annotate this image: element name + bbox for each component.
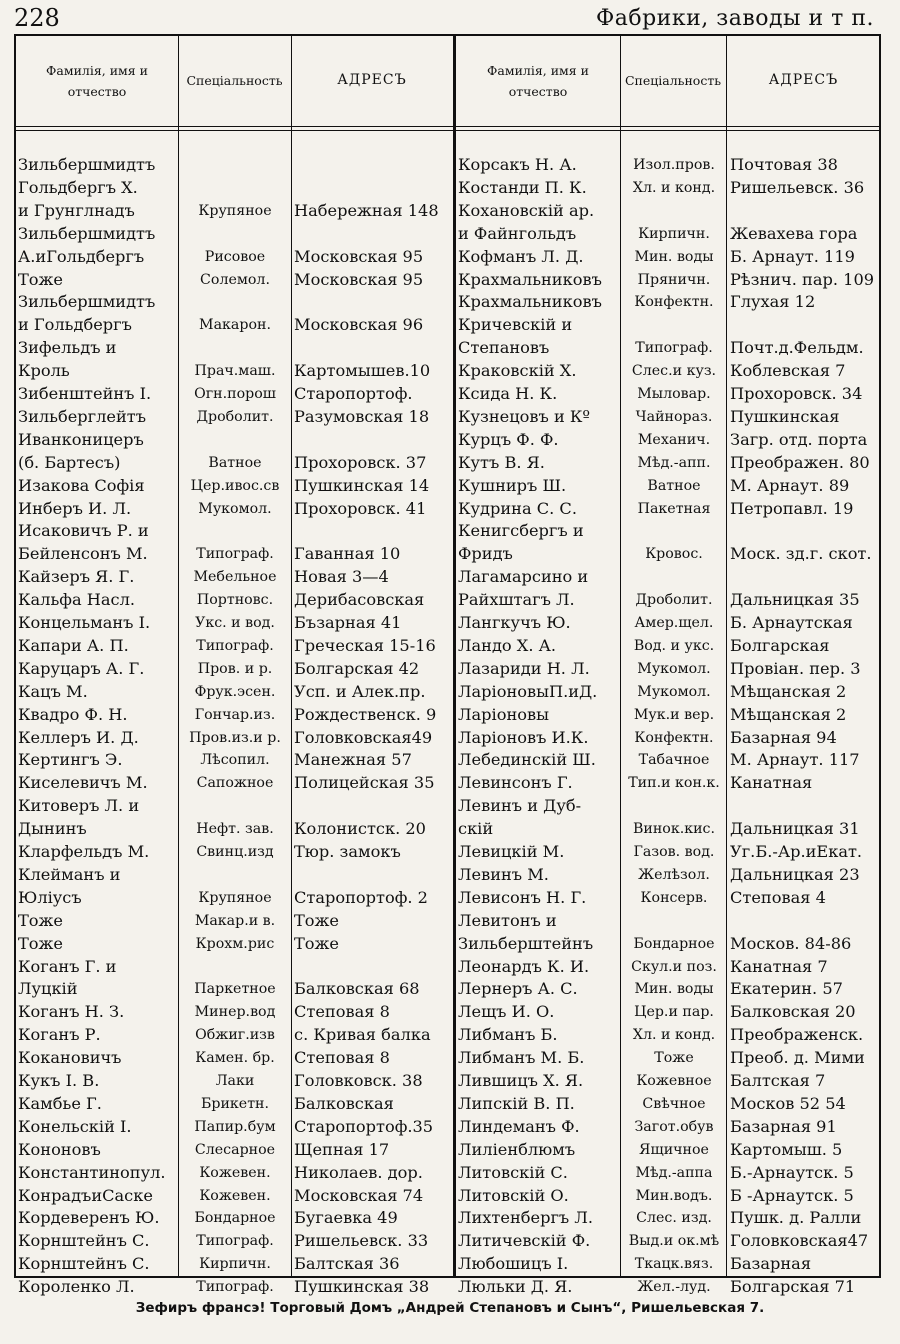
entry-name: Тоже (18, 933, 64, 953)
entry-specialty: Конфектн. (634, 294, 714, 311)
entry-specialty: Кровос. (645, 546, 703, 563)
entry-specialty: Пров.из.и р. (189, 729, 281, 746)
entry-name: Кукъ І. В. (18, 1071, 100, 1090)
entry-name: Зильбершмидтъ (18, 292, 156, 312)
entry-address: Преоб. д. Мими (730, 1048, 865, 1068)
entry-name: Китоверъ Л. и (18, 796, 140, 816)
entry-name: Литовскій С. (458, 1162, 568, 1182)
entry-specialty: Камен. бр. (195, 1050, 275, 1067)
entry-name: Ландо Х. А. (458, 635, 557, 655)
entry-name: Левисонъ Н. Г. (458, 887, 587, 907)
entry-name: Лебединскій Ш. (458, 750, 596, 770)
entry-address: Старопортоф. (294, 384, 413, 403)
entry-name: Коганъ Р. (18, 1025, 101, 1045)
entry-name: Инберъ И. Л. (18, 498, 132, 518)
entry-specialty: Газов. вод. (633, 844, 715, 860)
entry-name: Лившицъ Х. Я. (458, 1071, 584, 1090)
entry-specialty: Желѣзол. (638, 866, 710, 883)
entry-specialty: Типограф. (196, 1279, 274, 1296)
entry-name: Степановъ (458, 338, 550, 358)
entry-address: Тоже (294, 910, 340, 930)
entry-name: Левитонъ и (458, 910, 557, 930)
entry-name: Зильбершмидтъ (18, 155, 156, 174)
entry-address: Прохоровск. 37 (294, 452, 427, 472)
entry-specialty: Бондарное (633, 935, 715, 952)
entry-name: Кудрина С. С. (458, 498, 577, 518)
entry-specialty: Свинц.изд (196, 844, 274, 860)
entry-specialty: Выд.и ок.мѣ (628, 1233, 720, 1250)
entry-name: Ксида Н. К. (458, 384, 558, 403)
entry-address: Болгарская 42 (294, 658, 420, 678)
entry-name: Кононовъ (18, 1139, 101, 1159)
entry-specialty: Брикетн. (200, 1095, 270, 1112)
entry-specialty: Мукомол. (637, 660, 711, 677)
entry-address: Пушк. д. Ралли (730, 1208, 862, 1228)
entry-specialty: Хл. и конд. (632, 179, 716, 196)
entry-name: и Гольдбергъ (18, 315, 132, 335)
entry-name: А.иГольдбергъ (18, 246, 145, 266)
entry-address: Пушкинская 38 (294, 1277, 430, 1297)
entry-address: Москов 52 54 (730, 1093, 846, 1113)
entry-name: Корсакъ Н. А. (458, 155, 577, 174)
entry-specialty: Типограф. (196, 637, 274, 654)
entry-name: Костанди П. К. (458, 177, 587, 197)
entry-specialty: Портновс. (196, 592, 274, 609)
entry-address: Бугаевка 49 (294, 1208, 398, 1228)
entry-name: Кальфа Насл. (18, 590, 136, 610)
entry-name: Либманъ Б. (458, 1025, 558, 1045)
entry-specialty: Слесарное (194, 1141, 276, 1158)
entry-address: Балтская 7 (730, 1071, 826, 1090)
entry-name: Лагамарсино и (458, 567, 589, 587)
entry-address: Московская 95 (294, 269, 424, 289)
entry-name: Леонардъ К. И. (458, 956, 590, 976)
entry-name: Квадро Ф. Н. (18, 704, 128, 724)
entry-address: Мѣщанская 2 (730, 681, 847, 701)
entry-address: Балковская 20 (730, 1002, 856, 1022)
entry-name: Фридъ (458, 544, 513, 564)
entry-specialty: Слес. изд. (636, 1210, 712, 1227)
entry-specialty: Цер.ивос.св (190, 477, 280, 494)
entry-name: Концельманъ І. (18, 613, 151, 632)
entry-address: Преображенск. (730, 1025, 864, 1045)
running-head: Фабрики, заводы и т п. (595, 6, 874, 31)
entry-name: Люльки Д. Я. (458, 1277, 573, 1297)
entry-name: Иванконицеръ (18, 429, 144, 449)
entry-address: Головковская49 (294, 727, 433, 747)
entry-specialty: Мин. воды (634, 981, 714, 998)
entry-address: Новая 3—4 (294, 567, 389, 587)
entry-address: Преображен. 80 (730, 452, 870, 472)
entry-specialty: Минер.вод (194, 1004, 276, 1021)
entry-address: Уг.Б.-Ар.иЕкат. (730, 842, 863, 861)
entry-name: (б. Бартесъ) (18, 452, 121, 472)
entry-name: Кертингъ Э. (18, 750, 123, 770)
entry-address: Рождественск. 9 (294, 704, 437, 724)
entry-specialty: Кирпичн. (199, 1256, 271, 1273)
entry-address: Манежная 57 (294, 750, 412, 770)
entry-specialty: Гончар.из. (194, 706, 276, 723)
entry-address: Дальницкая 31 (730, 819, 860, 839)
entry-specialty: Дроболит. (635, 592, 713, 609)
entry-address: Москов. 84-86 (730, 933, 852, 953)
entry-name: Курцъ Ф. Ф. (458, 429, 559, 449)
entry-address: Колонистск. 20 (294, 819, 426, 839)
entry-specialty: Хл. и конд. (632, 1027, 716, 1044)
entry-specialty: Дроболит. (196, 408, 274, 425)
entry-address: Дальницкая 35 (730, 590, 860, 610)
entry-specialty: Солемол. (200, 271, 270, 288)
entry-address: Глухая 12 (730, 292, 816, 312)
entry-name: Левицкій М. (458, 842, 565, 861)
entry-name: Лещъ И. О. (458, 1002, 555, 1022)
entry-name: Лангкучъ Ю. (458, 613, 571, 632)
entry-address: Дерибасовская (294, 590, 425, 610)
entry-specialty: Кирпичн. (638, 225, 710, 242)
entry-address: Дальницкая 23 (730, 864, 860, 884)
entry-specialty: Тоже (654, 1050, 694, 1067)
entry-address: Степовая 8 (294, 1002, 390, 1022)
entry-specialty: Макар.и в. (194, 912, 276, 929)
entry-specialty: Укс. и вод. (195, 615, 275, 631)
header-spec-right: Спеціальность (624, 73, 722, 89)
entry-specialty: Свѣчное (642, 1095, 706, 1112)
entry-specialty: Нефт. зав. (196, 821, 274, 838)
entry-specialty: Пряничн. (637, 271, 711, 288)
entry-name: Лиліенблюмъ (458, 1139, 576, 1159)
entry-name: Короленко Л. (18, 1277, 135, 1297)
entry-address: Петропавл. 19 (730, 498, 854, 518)
entry-name: Зифельдъ и (18, 338, 117, 358)
header-address-right: АДРЕСЪ (768, 72, 839, 89)
entry-address: Коблевская 7 (730, 361, 846, 381)
entry-name: Кенигсбергъ и (458, 521, 584, 541)
entry-address: Головковская47 (730, 1231, 869, 1251)
entry-name: Зильберштейнъ (458, 933, 594, 953)
entry-address: Базарная 94 (730, 727, 837, 747)
entry-address: Щепная 17 (294, 1139, 390, 1159)
entry-address: Греческая 15-16 (294, 635, 436, 655)
entry-address: Степовая 4 (730, 887, 826, 907)
entry-name: Тоже (18, 910, 64, 930)
entry-name: Тоже (18, 269, 64, 289)
entry-address: Балковская (294, 1093, 394, 1113)
entry-name: Либманъ М. Б. (458, 1048, 585, 1068)
entry-address: Канатная (730, 773, 813, 793)
entry-address: Болгарская 71 (730, 1277, 856, 1297)
entry-address: Тоже (294, 933, 340, 953)
entry-specialty: Фрук.эсен. (194, 683, 276, 700)
entry-name: Клейманъ и (18, 864, 121, 884)
entry-specialty: Скул.и поз. (631, 958, 717, 975)
entry-name: Константинопул. (18, 1162, 166, 1182)
entry-name: Капари А. П. (18, 635, 129, 655)
entry-name: Зибенштейнъ І. (18, 384, 152, 403)
entry-address: Головковск. 38 (294, 1071, 423, 1090)
header-name-right: Фамилія, имя и отчество (487, 62, 589, 99)
entry-specialty: Консерв. (640, 889, 708, 906)
entry-name: Лернеръ А. С. (458, 979, 578, 999)
entry-name: Кохановскій ар. (458, 200, 595, 220)
entry-specialty: Мукомол. (198, 500, 272, 517)
entry-name: Каруцаръ А. Г. (18, 658, 145, 678)
entry-name: Коганъ Г. и (18, 956, 117, 976)
entry-address: Усп. и Алек.пр. (294, 681, 426, 701)
entry-address: Ришельевск. 33 (294, 1231, 429, 1251)
entry-specialty: Винок.кис. (632, 821, 716, 838)
entry-address: Набережная 148 (294, 200, 439, 220)
entry-specialty: Цер.и пар. (634, 1004, 714, 1021)
entry-name: Любошицъ І. (458, 1254, 569, 1274)
entry-specialty: Макарон. (199, 317, 271, 334)
entry-address: Пушкинская (730, 406, 840, 426)
entry-name: скій (458, 819, 494, 839)
entry-specialty: Огн.порош (194, 386, 276, 402)
entry-specialty: Лѣсопил. (200, 752, 270, 769)
entry-specialty: Кожевен. (199, 1187, 271, 1204)
entry-name: Кофманъ Л. Д. (458, 246, 584, 266)
entry-address: Картомыш. 5 (730, 1139, 843, 1159)
entry-name: Крахмальниковъ (458, 292, 602, 312)
entry-address: Разумовская 18 (294, 406, 430, 426)
page-number: 228 (14, 4, 60, 32)
entry-address: Картомышев.10 (294, 361, 431, 381)
entry-address: Прохоровск. 34 (730, 384, 863, 403)
entry-specialty: Паркетное (194, 981, 276, 998)
entry-address: с. Кривая балка (294, 1025, 431, 1045)
entry-specialty: Ткацк.вяз. (634, 1256, 714, 1273)
entry-name: Кушниръ Ш. (458, 475, 567, 495)
entry-address: Базарная (730, 1254, 812, 1274)
entry-specialty: Крупяное (198, 889, 272, 906)
entry-name: Литичевскій Ф. (458, 1231, 591, 1251)
entry-address: М. Арнаут. 89 (730, 475, 850, 495)
entry-specialty: Типограф. (196, 1233, 274, 1250)
entry-address: Базарная 91 (730, 1116, 837, 1136)
entry-name: Ларіоновы (458, 704, 549, 724)
entry-specialty: Крохм.рис (195, 935, 275, 952)
entry-address: Бъзарная 41 (294, 613, 402, 632)
entry-specialty: Рисовое (204, 248, 266, 265)
entry-specialty: Мебельное (193, 569, 277, 586)
entry-address: Московская 74 (294, 1185, 424, 1205)
entry-address: Жевахева гора (730, 223, 858, 243)
entry-specialty: Бондарное (194, 1210, 276, 1227)
entry-address: Старопортоф. 2 (294, 887, 428, 907)
entry-address: Ришельевск. 36 (730, 177, 865, 197)
entry-name: Корнштейнъ С. (18, 1254, 150, 1274)
entry-name: Линдеманъ Ф. (458, 1116, 580, 1136)
entry-specialty: Амер.щел. (634, 615, 714, 631)
entry-name: Зильберглейтъ (18, 406, 147, 426)
entry-address: Старопортоф.35 (294, 1116, 434, 1136)
entry-specialty: Пакетная (637, 500, 711, 517)
entry-name: Келлеръ И. Д. (18, 727, 139, 747)
entry-specialty: Кожевен. (199, 1164, 271, 1181)
entry-specialty: Чайнораз. (635, 408, 713, 425)
entry-address: Гаванная 10 (294, 544, 401, 564)
entry-name: Бейленсонъ М. (18, 544, 148, 564)
entry-address: Мѣщанская 2 (730, 704, 847, 724)
entry-name: Крахмальниковъ (458, 269, 602, 289)
header-spec-left: Спеціальность (186, 73, 283, 89)
entry-address: Почтовая 38 (730, 155, 838, 174)
entry-address: Тюр. замокъ (294, 842, 401, 861)
entry-name: Коганъ Н. З. (18, 1002, 125, 1022)
entry-address: Болгарская (730, 635, 830, 655)
entry-specialty: Ватное (647, 477, 701, 494)
entry-name: Конельскій І. (18, 1116, 132, 1136)
entry-name: Изакова Софія (18, 475, 145, 495)
entry-address: Почт.д.Фельдм. (730, 338, 864, 358)
entry-specialty: Мѣд.-апп. (637, 454, 711, 471)
entry-specialty: Сапожное (196, 775, 274, 792)
entry-specialty: Папир.бум (194, 1118, 276, 1135)
entry-name: Юліусъ (18, 887, 82, 907)
entry-specialty: Изол.пров. (633, 157, 715, 173)
entry-specialty: Ватное (208, 454, 262, 471)
entry-specialty: Слес.и куз. (631, 363, 717, 380)
entry-name: КонрадъиСаске (18, 1185, 153, 1205)
entry-name: Ларіоновъ И.К. (458, 727, 589, 747)
entry-specialty: Табачное (638, 752, 710, 769)
entry-address: Пушкинская 14 (294, 475, 430, 495)
entry-specialty: Ящичное (639, 1141, 709, 1158)
header-name-left: Фамилія, имя и отчество (46, 62, 148, 99)
entry-specialty: Обжиг.изв (195, 1027, 275, 1044)
entry-name: Кузнецовъ и Кº (458, 406, 591, 426)
entry-name: Райхштагъ Л. (458, 590, 575, 610)
entry-address: Канатная 7 (730, 956, 828, 976)
directory-table (14, 34, 881, 1297)
entry-name: Корнштейнъ С. (18, 1231, 150, 1251)
entry-name: и Файнгольдъ (458, 223, 577, 243)
entry-name: Краковскій Х. (458, 361, 577, 381)
entry-specialty: Тип.и кон.к. (628, 775, 720, 792)
entry-address: Б -Арнаутск. 5 (730, 1185, 854, 1205)
entry-name: Лихтенбергъ Л. (458, 1208, 594, 1228)
entry-specialty: Прач.маш. (194, 363, 276, 380)
entry-specialty: Пров. и р. (197, 660, 273, 677)
footer-advertisement: Зефиръ франсэ! Торговый Домъ „Андрей Степановъ и Сынъ“, Ришельевская 7. (135, 1300, 765, 1316)
entry-specialty: Вод. и укс. (633, 637, 715, 654)
entry-name: Кларфельдъ М. (18, 842, 150, 861)
entry-name: Камбье Г. (18, 1093, 102, 1113)
entry-specialty: Жел.-луд. (637, 1279, 711, 1296)
entry-name: Кроль (18, 361, 70, 381)
entry-name: Левинсонъ Г. (458, 773, 573, 793)
entry-address: Полицейская 35 (294, 773, 435, 793)
entry-address: Прохоровск. 41 (294, 498, 427, 518)
entry-name: Луцкій (18, 979, 78, 999)
entry-name: Кайзеръ Я. Г. (18, 567, 135, 587)
entry-specialty: Мыловар. (637, 386, 711, 402)
entry-specialty: Мѣд.-аппа (635, 1164, 713, 1181)
entry-name: Зильбершмидтъ (18, 223, 156, 243)
entry-name: Литовскій О. (458, 1185, 569, 1205)
entry-name: Гольдбергъ Х. (18, 177, 138, 197)
entry-specialty: Конфектн. (634, 729, 714, 746)
entry-address: Б.-Арнаутск. 5 (730, 1162, 854, 1182)
entry-specialty: Механич. (637, 431, 711, 448)
entry-name: Липскій В. П. (458, 1093, 575, 1113)
entry-address: Балтская 36 (294, 1254, 400, 1274)
entry-name: ЛаріоновыП.иД. (458, 681, 598, 701)
entry-name: и Грунглнадъ (18, 200, 135, 220)
entry-name: Кацъ М. (18, 681, 88, 701)
entry-specialty: Крупяное (198, 202, 272, 219)
entry-specialty: Лаки (215, 1073, 255, 1089)
entry-address: Екатерин. 57 (730, 979, 843, 999)
entry-address: Б. Арнаут. 119 (730, 246, 855, 266)
entry-name: Кутъ В. Я. (458, 452, 545, 472)
entry-name: Кордеверенъ Ю. (18, 1208, 160, 1228)
entry-specialty: Мин.водъ. (635, 1187, 713, 1204)
entry-address: Московская 95 (294, 246, 424, 266)
entry-address: Николаев. дор. (294, 1162, 423, 1182)
entry-address: Провіан. пер. 3 (730, 658, 861, 678)
entry-name: Лазариди Н. Л. (458, 658, 590, 678)
entry-address: Степовая 8 (294, 1048, 390, 1068)
header-address-left: АДРЕСЪ (337, 72, 407, 89)
entry-address: Загр. отд. порта (730, 429, 868, 449)
entry-address: Московская 96 (294, 315, 424, 335)
entry-address: Балковская 68 (294, 979, 420, 999)
entry-specialty: Типограф. (196, 546, 274, 563)
entry-address: Б. Арнаутская (730, 613, 853, 632)
entry-specialty: Мин. воды (634, 248, 714, 265)
entry-specialty: Мукомол. (637, 683, 711, 700)
entry-address: Моск. зд.г. скот. (730, 544, 872, 564)
entry-name: Кокановичъ (18, 1048, 122, 1068)
entry-name: Дынинъ (18, 819, 87, 839)
entry-specialty: Мук.и вер. (633, 706, 715, 723)
entry-name: Левинъ и Дуб- (458, 796, 582, 816)
entry-specialty: Типограф. (635, 340, 713, 357)
entry-name: Левинъ М. (458, 864, 549, 884)
entry-address: Рѣзнич. пар. 109 (730, 269, 875, 289)
entry-address: М. Арнаут. 117 (730, 750, 860, 770)
entry-specialty: Загот.обув (634, 1118, 714, 1135)
entry-name: Исаковичъ Р. и (18, 521, 149, 541)
entry-specialty: Кожевное (636, 1073, 712, 1089)
entry-name: Кричевскій и (458, 315, 573, 335)
entry-name: Киселевичъ М. (18, 773, 148, 793)
